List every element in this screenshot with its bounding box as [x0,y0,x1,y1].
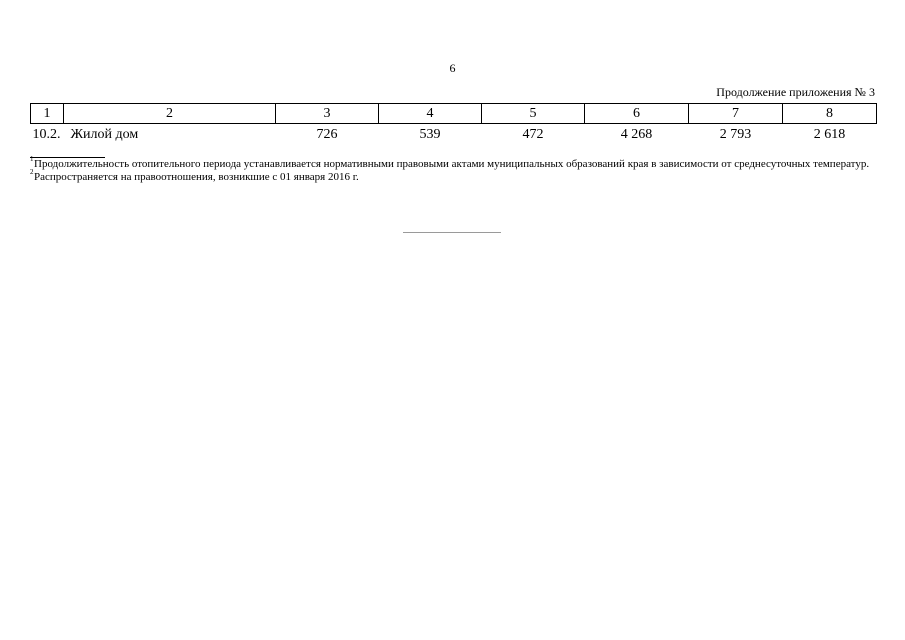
footnote-text: Продолжительность отопительного периода устанавливается нормативными правовыми актами муниципальных образований края в зависимости от среднесуточных температур. [34,158,870,170]
value-cell: 2 618 [813,127,846,142]
column-header: 7 [689,104,783,124]
footnote-1 [30,155,875,170]
row-number-cell: 10.2. [32,127,61,142]
column-header: 3 [276,104,379,124]
value-cell: 539 [419,127,441,142]
footnote-mark: 1 [30,155,34,163]
table-header-row [31,104,877,124]
page-number: 6 [449,61,456,75]
value-cell: 472 [522,127,544,142]
column-header: 4 [379,104,482,124]
table-row [31,124,877,147]
column-header: 2 [64,104,276,124]
column-header: 5 [482,104,585,124]
appendix-continuation-label: Продолжение приложения № 3 [716,85,875,99]
value-cell: 726 [316,127,338,142]
end-of-document-rule [403,232,501,233]
footnotes [30,155,875,185]
column-header: 1 [31,104,64,124]
column-header: 6 [585,104,689,124]
footnote-text: Распространяется на правоотношения, возникшие с 01 января 2016 г. [34,171,359,183]
footnote-mark: 2 [30,168,34,176]
value-cell: 4 268 [620,127,653,142]
footnote-2 [30,168,875,183]
row-name-cell: Жилой дом [70,127,139,142]
data-table [30,103,877,146]
value-cell: 2 793 [719,127,752,142]
column-header: 8 [783,104,877,124]
